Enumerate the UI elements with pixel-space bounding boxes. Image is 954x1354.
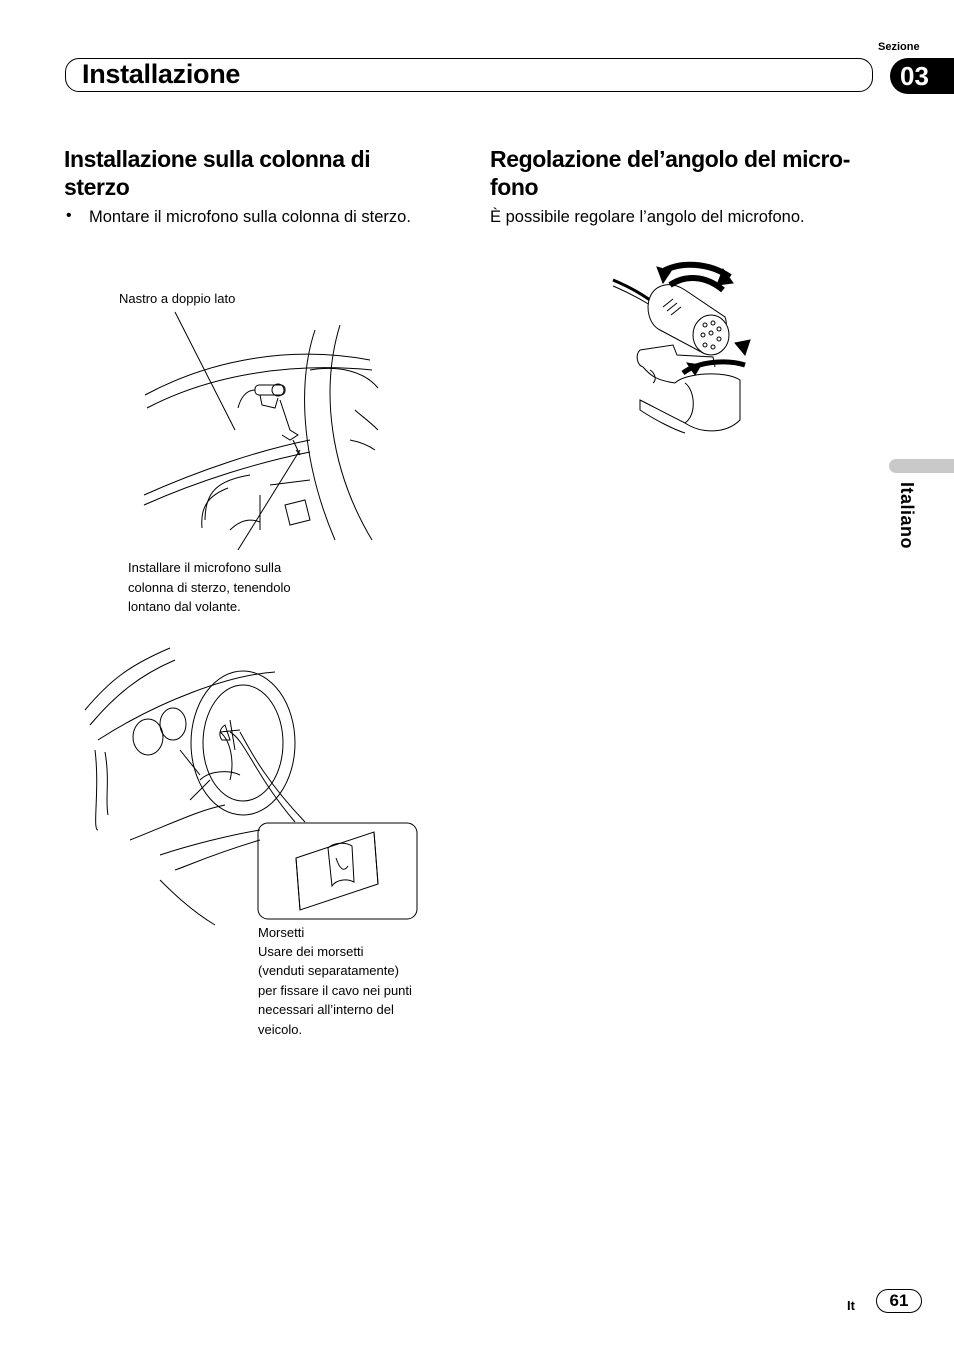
bullet-icon: •	[66, 207, 72, 224]
bullet-text: Montare il microfono sulla colonna di sterzo.	[89, 208, 411, 226]
caption-clamps-5: veicolo.	[258, 1022, 303, 1037]
right-body-text: È possibile regolare l’angolo del microfono.	[490, 208, 805, 226]
microphone-angle-illustration	[605, 255, 755, 440]
steering-column-illustration	[110, 290, 390, 550]
footer-language-code: It	[847, 1298, 855, 1313]
caption-clamps-3: per fissare il cavo nei punti	[258, 983, 412, 998]
page-number-text: 61	[889, 1291, 909, 1310]
caption-clamps-title: Morsetti	[258, 925, 305, 940]
caption-install-1: Installare il microfono sulla	[128, 560, 282, 575]
caption-install-2: colonna di sterzo, tenendolo	[128, 580, 291, 595]
right-heading: Regolazione del’angolo del micro-fono	[490, 146, 850, 200]
page-title: Installazione	[82, 59, 241, 89]
caption-clamps-1: Usare dei morsetti	[258, 944, 364, 959]
clamp-detail-box	[256, 822, 420, 922]
section-label: Sezione	[878, 41, 920, 53]
caption-install-3: lontano dal volante.	[128, 599, 241, 614]
language-label: Italiano	[897, 482, 917, 550]
section-number: 03	[900, 60, 929, 91]
language-tab-marker	[889, 459, 954, 473]
section-number-badge	[890, 58, 954, 94]
caption-tape: Nastro a doppio lato	[119, 291, 236, 306]
caption-clamps-2: (venduti separatamente)	[258, 963, 399, 978]
page-number	[876, 1289, 922, 1313]
left-heading: Installazione sulla colonna di sterzo	[64, 146, 371, 200]
caption-clamps-4: necessari all’interno del	[258, 1002, 394, 1017]
